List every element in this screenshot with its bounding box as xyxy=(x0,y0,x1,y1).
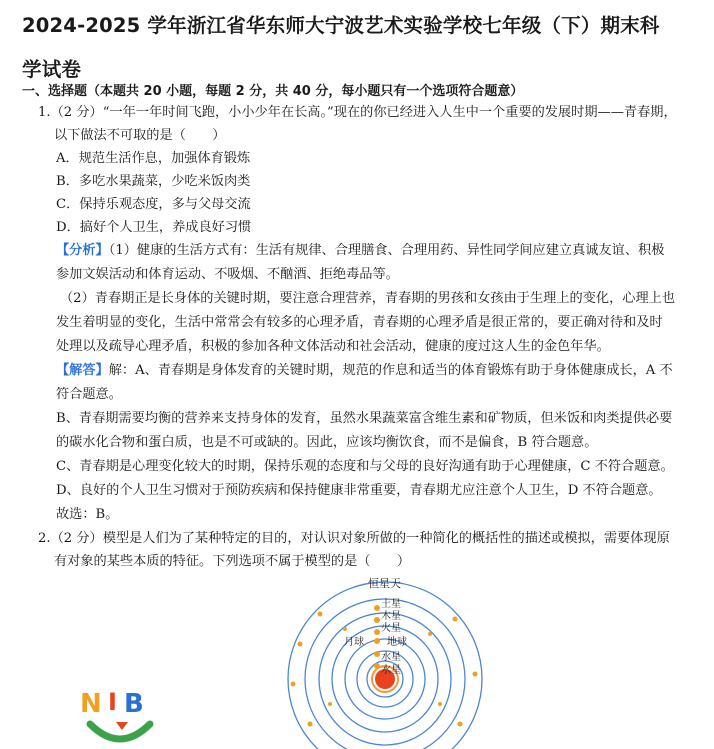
answer-tag: 【解答】 xyxy=(56,363,109,378)
answer-line-3: B、青春期需要均衡的营养来支持身体的发育，虽然水果蔬菜富含维生素和矿物质，但米饭和肉类提供必要 xyxy=(56,411,673,426)
geocentric-model-figure xyxy=(280,574,490,749)
label-mars: 火星 xyxy=(381,623,401,634)
q1-option-d: D．搞好个人卫生，养成良好习惯 xyxy=(56,220,252,235)
q1-stem-line-2: 以下做法不可取的是（ ） xyxy=(54,128,226,143)
analysis-line-5: 处理以及疏导心理矛盾，积极的参加各种文体活动和社会活动，健康的度过这人生的金色年华。 xyxy=(56,339,610,354)
answer-line-5: C、青春期是心理变化较大的时期，保持乐观的态度和与父母的良好沟通有助于心理健康，C 不符合题意。 xyxy=(56,459,674,474)
label-moon: 月球 xyxy=(344,637,364,648)
label-jupiter: 木星 xyxy=(381,611,401,622)
section-heading: 一、选择题（本题共 20 小题，每题 2 分，共 40 分，每小题只有一个选项符合题意） xyxy=(22,84,524,99)
label-venus: 水星 xyxy=(381,652,401,663)
q2-stem-line-2: 有对象的某些本质的特征。下列选项不属于模型的是（ ） xyxy=(54,554,411,569)
svg-text:B: B xyxy=(124,689,144,719)
answer-line-6: D、良好的个人卫生习惯对于预防疾病和保持健康非常重要，青春期尤应注意个人卫生，D 不符合题意。 xyxy=(56,483,662,498)
q1-option-a: A．规范生活作息，加强体育锻炼 xyxy=(56,151,251,166)
svg-text:I: I xyxy=(108,688,117,716)
label-earth: 地球 xyxy=(387,637,407,648)
analysis-text-1: （1）健康的生活方式有：生活有规律、合理膳食、合理用药、异性同学间应建立真诚友谊、积极 xyxy=(108,243,665,258)
q1-option-c: C．保持乐观态度，多与父母交流 xyxy=(56,197,251,212)
q1-stem-line-1: 1.（2 分）“一年一年时间飞跑，小小少年在长高。”现在的你已经进入人生中一个重要的发展时期——青春期， xyxy=(38,105,677,120)
analysis-tag: 【分析】 xyxy=(56,243,109,258)
analysis-line-2: 参加文娱活动和体育运动、不吸烟、不酗酒、拒绝毒品等。 xyxy=(56,267,399,282)
answer-line-1 xyxy=(56,362,673,380)
title-line-2: 学试卷 xyxy=(22,58,82,81)
exam-title xyxy=(22,4,702,92)
answer-conclusion: 故选：B。 xyxy=(56,507,119,522)
label-stars: 恒星天 xyxy=(368,577,401,590)
answer-line-2: 符合题意。 xyxy=(56,387,122,402)
q1-option-b: B．多吃水果蔬菜，少吃米饭肉类 xyxy=(56,174,251,189)
answer-text-1: 解：A、青春期是身体发育的关键时期，规范的作息和适当的体育锻炼有助于身体健康成长，A 不 xyxy=(108,363,673,378)
label-saturn: 土星 xyxy=(381,599,401,610)
svg-text:N: N xyxy=(80,689,102,719)
q2-stem-line-1: 2.（2 分）模型是人们为了某种特定的目的，对认识对象所做的一种简化的概括性的描述或模拟，需要体现原 xyxy=(38,531,670,546)
analysis-line-4: 发生着明显的变化，生活中常常会有较多的心理矛盾，青春期的心理矛盾是很正常的，要正确对待和及时 xyxy=(56,315,663,330)
nib-logo xyxy=(80,684,164,749)
answer-line-4: 的碳水化合物和蛋白质，也是不可或缺的。因此，应该均衡饮食，而不是偏食，B 符合题意。 xyxy=(56,435,598,450)
label-mercury: 水星 xyxy=(381,665,401,676)
analysis-line-3: （2）青春期正是长身体的关键时期，要注意合理营养，青春期的男孩和女孩由于生理上的变化，心理上也 xyxy=(60,291,676,306)
title-line-1: 2024-2025 学年浙江省华东师大宁波艺术实验学校七年级（下）期末科 xyxy=(22,14,660,37)
analysis-line-1 xyxy=(56,242,664,260)
